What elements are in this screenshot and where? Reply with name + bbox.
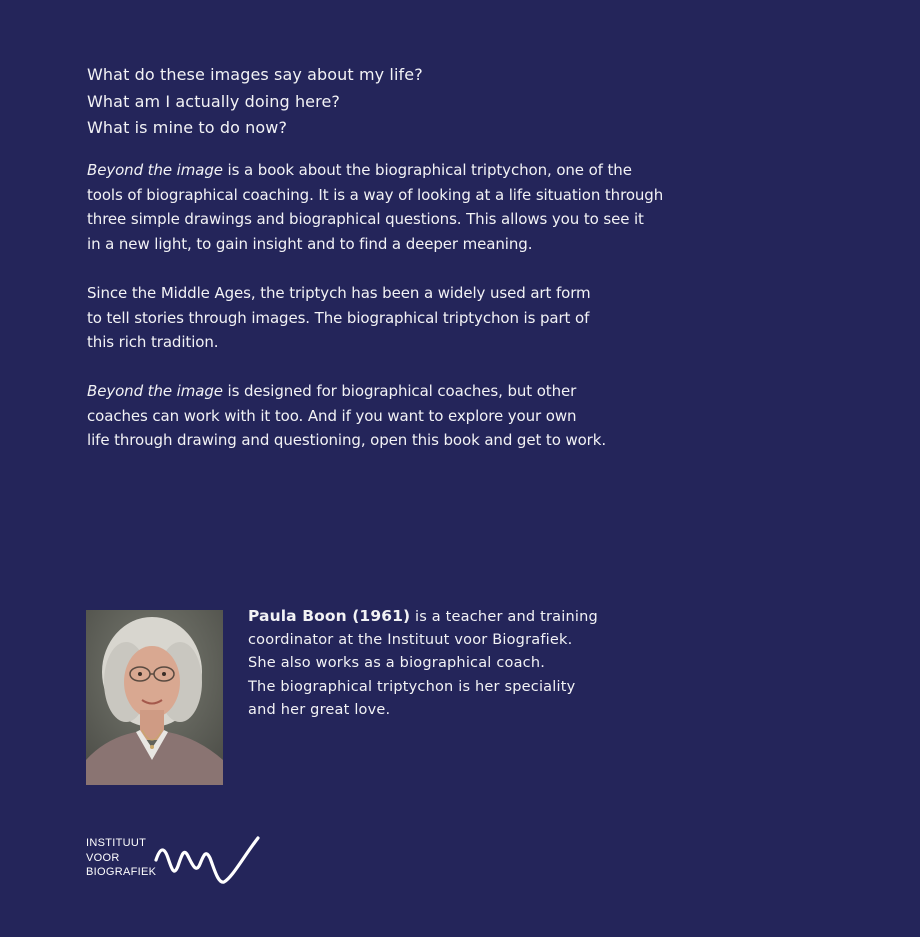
bio-text: is a teacher and training: [410, 609, 598, 625]
paragraph-line: three simple drawings and biographical questions. This allows you to see it: [87, 210, 644, 229]
question-1: What do these images say about my life?: [87, 65, 423, 84]
book-title-italic: Beyond the image: [87, 161, 223, 179]
paragraph-line: [87, 379, 707, 404]
book-title-italic: Beyond the image: [87, 382, 223, 400]
author-name: Paula Boon (1961): [248, 607, 411, 625]
bio-line: and her great love.: [248, 701, 391, 718]
paragraph-line: tools of biographical coaching. It is a way of looking at a life situation through: [87, 185, 664, 204]
questions-block: [87, 62, 687, 142]
paragraph-line: [87, 158, 707, 183]
bio-line: [248, 605, 648, 629]
paragraph-text: is a book about the biographical triptychon, one of the: [222, 161, 632, 179]
scribble-logo-icon: [154, 836, 264, 890]
paragraph-line: in a new light, to gain insight and to find a deeper meaning.: [87, 234, 533, 253]
logo-line: VOOR: [86, 851, 120, 864]
author-bio: [248, 605, 648, 722]
paragraph-audience: [87, 379, 707, 453]
bio-line: The biographical triptychon is her speciality: [248, 678, 576, 695]
logo-line: INSTITUUT: [86, 837, 147, 849]
bio-line: coordinator at the Instituut voor Biografiek.: [248, 632, 573, 649]
bio-line: She also works as a biographical coach.: [248, 655, 546, 672]
logo-line: BIOGRAFIEK: [86, 866, 157, 878]
logo-wordmark: [86, 836, 156, 880]
paragraph-text: is designed for biographical coaches, but other: [222, 382, 577, 400]
question-2: What am I actually doing here?: [87, 91, 340, 111]
institute-logo: [86, 836, 276, 890]
author-photo: [86, 610, 223, 785]
paragraph-line: to tell stories through images. The biographical triptychon is part of: [87, 308, 590, 327]
paragraph-book-description: [87, 158, 707, 256]
paragraph-line: Since the Middle Ages, the triptych has been a widely used art form: [87, 284, 591, 302]
paragraph-line: life through drawing and questioning, open this book and get to work.: [87, 431, 607, 450]
paragraph-history: [87, 281, 707, 355]
paragraph-line: this rich tradition.: [87, 333, 219, 352]
paragraph-line: coaches can work with it too. And if you want to explore your own: [87, 406, 577, 425]
question-3: What is mine to do now?: [87, 118, 288, 137]
